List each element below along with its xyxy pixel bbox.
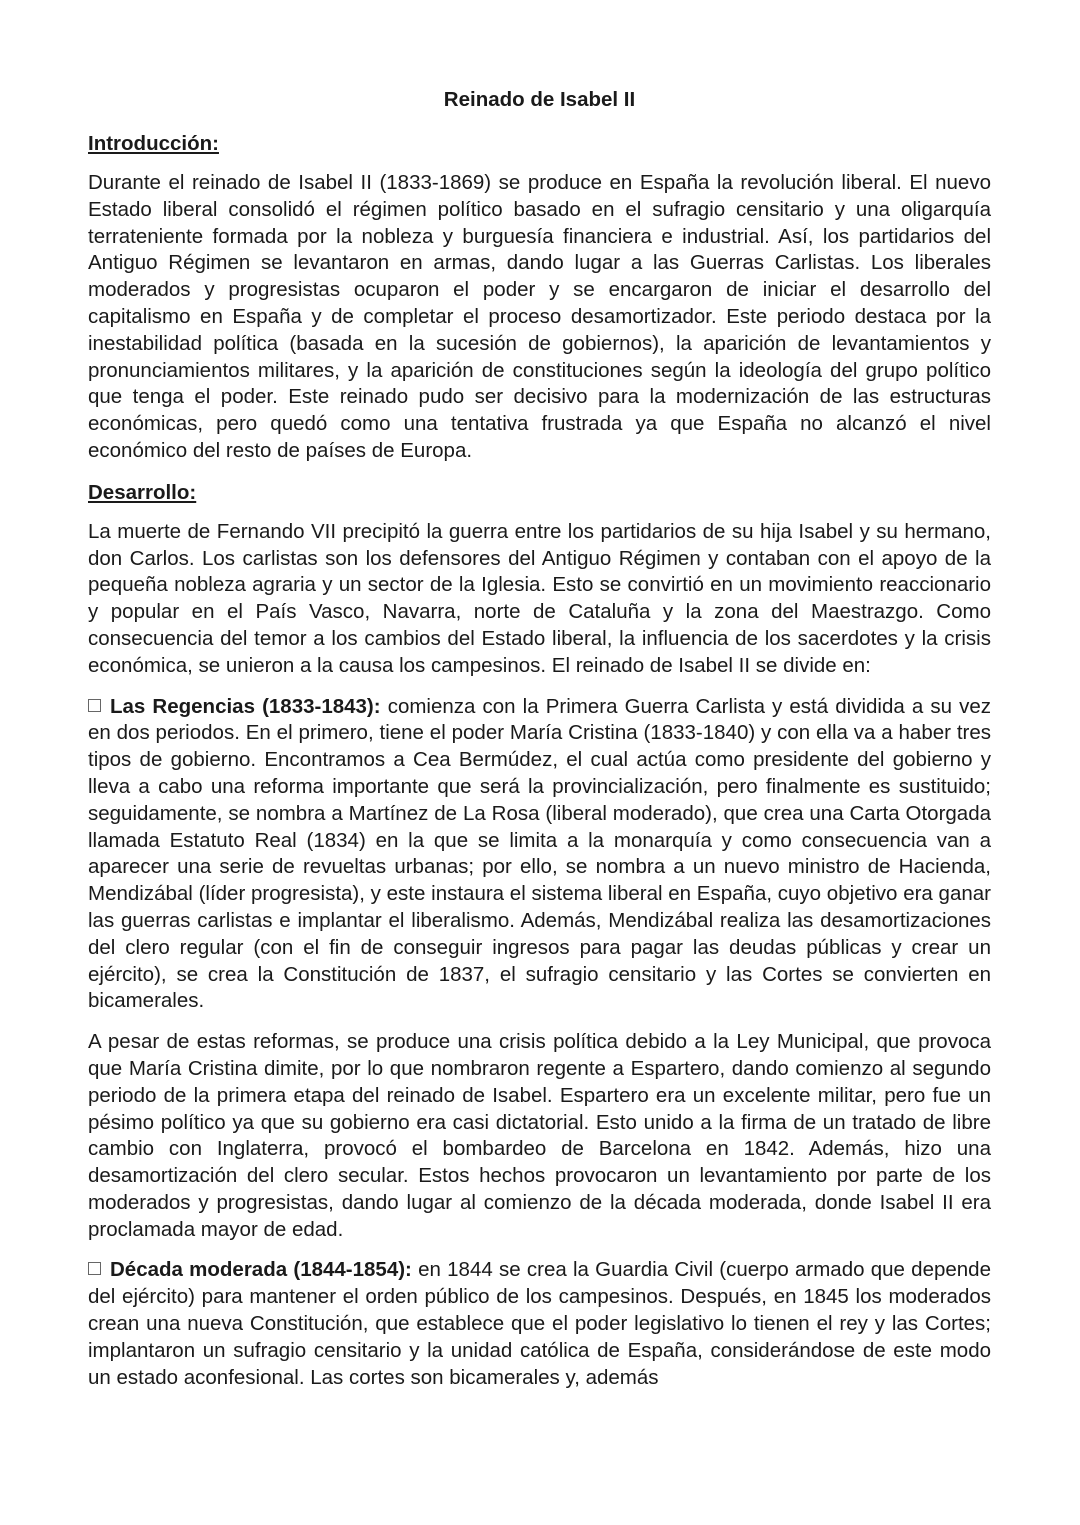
- intro-heading: Introducción:: [88, 132, 219, 155]
- document-page: [88, 86, 991, 1405]
- decada-label: Década moderada (1844-1854):: [110, 1258, 412, 1282]
- regencias-paragraph: [88, 694, 991, 1016]
- bullet-box-icon: [88, 1262, 101, 1275]
- decada-paragraph: [88, 1257, 991, 1391]
- development-paragraph: La muerte de Fernando VII precipitó la guerra entre los partidarios de su hija Isabel y su hermano, don Carlos. Los carlistas son los defensores del Antiguo Régimen y contaban con el apoyo de la pequeña nobleza agraria y un sector de la Iglesia. Esto se convirtió en un movimiento reaccionario y popular en el País Vasco, Navarra, norte de Cataluña y la zona del Maestrazgo. Como consecuencia del temor a los cambios del Estado liberal, la influencia de los sacerdotes y la crisis económica, se unieron a la causa los campesinos. El reinado de Isabel II se divide en:: [88, 519, 991, 677]
- bullet-box-icon: [88, 699, 101, 712]
- espartero-paragraph: A pesar de estas reformas, se produce una crisis política debido a la Ley Municipal, que provoca que María Cristina dimite, por lo que nombraron regente a Espartero, dando comienzo al segundo periodo de la primera etapa del reinado de Isabel. Espartero era un excelente militar, pero fue un pésimo político ya que su gobierno era casi dictatorial. Esto unido a la firma de un tratado de libre cambio con Inglaterra, provocó el bombardeo de Barcelona en 1842. Además, hizo una desamortización del clero secular. Estos hechos provocaron un levantamiento por parte de los moderados y progresistas, dando lugar al comienzo de la década moderada, donde Isabel II era proclamada mayor de edad.: [88, 1030, 991, 1241]
- development-heading: Desarrollo:: [88, 480, 197, 504]
- regencias-text: comienza con la Primera Guerra Carlista y está dividida a su vez en dos periodos. En el primero, tiene el poder María Cristina (1833-1840) y con ella va a haber tres tipos de gobierno. Encontramos a Cea Bermúdez, el cual actúa como presidente del gobierno y lleva a cabo una reforma importante que será la provincialización, pero finalmente es sustituido; seguidamente, se nombra a Martínez de La Rosa (liberal moderado), que crea una Carta Otorgada llamada Estatuto Real (1834) en la que se limita a la monarquía y como consecuencia van a aparecer una serie de revueltas urbanas; por ello, se nombra a un nuevo ministro de Hacienda, Mendizábal (líder progresista), y este instaura el sistema liberal en España, cuyo objetivo era ganar las guerras carlistas e implantar el liberalismo. Además, Mendizábal realiza las desamortizaciones del clero regular (con el fin de conseguir ingresos para pagar las deudas públicas y crear un ejército), se crea la Constitución de 1837, el sufragio censitario y las Cortes se convierten en bicamerales.: [88, 694, 992, 1013]
- document-title: Reinado de Isabel II: [443, 88, 636, 111]
- decada-text: en 1844 se crea la Guardia Civil (cuerpo armado que depende del ejército) para mantener el orden público de los campesinos. Después, en 1845 los moderados crean una nueva Constitución, que establece que el poder legislativo lo tienen el rey y las Cortes; implantaron un sufragio censitario y la unidad católica de España, considerándose de este modo un estado aconfesional. Las cortes son bicamerales y, además: [88, 1258, 991, 1389]
- regencias-label: Las Regencias (1833-1843):: [110, 694, 381, 718]
- intro-paragraph: Durante el reinado de Isabel II (1833-1869) se produce en España la revolución liberal. El nuevo Estado liberal consolidó el régimen político basado en el sufragio censitario y una oligarquía terrateniente formada por la nobleza y burguesía financiera e industrial. Así, los partidarios del Antiguo Régimen se levantaron en armas, dando lugar a las Guerras Carlistas. Los liberales moderados y progresistas ocuparon el poder y se encargaron de iniciar el desarrollo del capitalismo en España y de completar el proceso desamortizador. Este periodo destaca por la inestabilidad política (basada en la sucesión de gobiernos), la aparición de levantamientos y pronunciamientos militares, y la aparición de constituciones según la ideología del grupo político que tenga el poder. Este reinado pudo ser decisivo para la modernización de las estructuras económicas, pero quedó como una tentativa frustrada ya que España no alcanzó el nivel económico del resto de países de Europa.: [88, 171, 991, 462]
